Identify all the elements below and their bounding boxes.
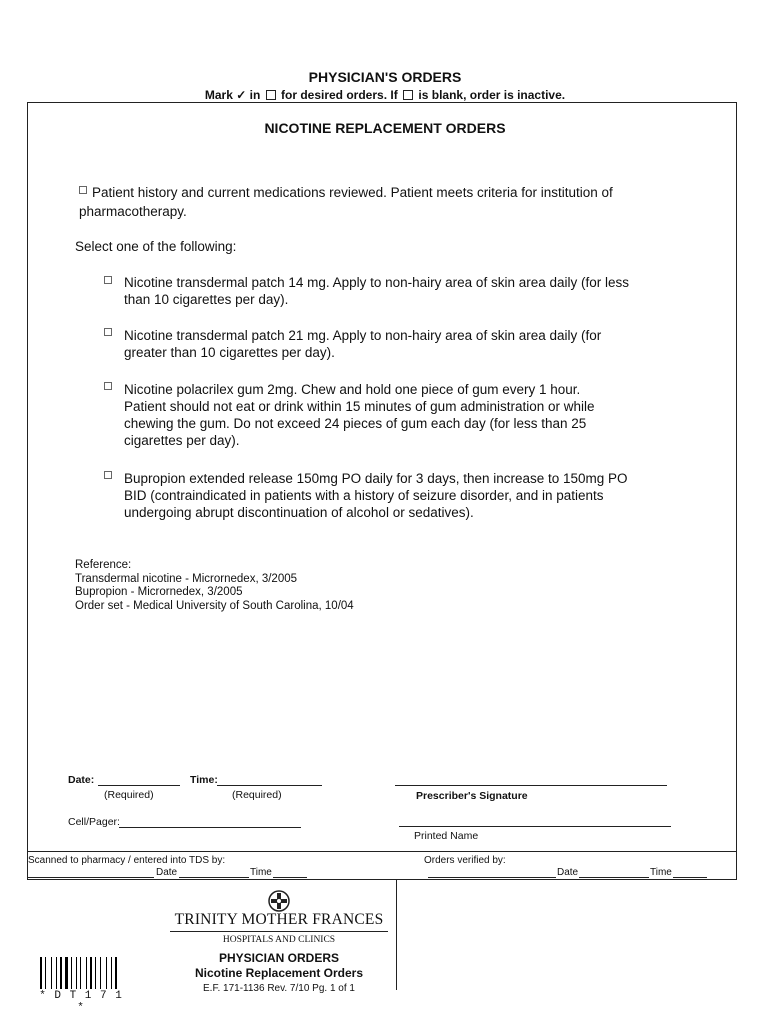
option-line: Patient should not eat or drink within 15 minutes of gum administration or while bbox=[124, 399, 595, 414]
verified-time-field[interactable] bbox=[673, 877, 707, 878]
option-line: undergoing abrupt discontinuation of alcohol or sedatives). bbox=[124, 505, 474, 520]
time-field[interactable] bbox=[217, 785, 322, 786]
form-id: E.F. 171-1136 Rev. 7/10 Pg. 1 of 1 bbox=[203, 983, 355, 994]
barcode-bar bbox=[65, 957, 68, 989]
time-label: Time: bbox=[190, 774, 218, 786]
verified-by-field[interactable] bbox=[428, 877, 556, 878]
option-text bbox=[124, 274, 629, 308]
instruction-end: is blank, order is inactive. bbox=[418, 88, 566, 102]
option-line: Nicotine polacrilex gum 2mg. Chew and hold one piece of gum every 1 hour. bbox=[124, 382, 581, 397]
barcode-bar bbox=[53, 957, 55, 989]
org-name: TRINITY MOTHER FRANCES bbox=[174, 911, 384, 928]
prescriber-label: Prescriber's Signature bbox=[416, 790, 528, 802]
cell-pager-label: Cell/Pager: bbox=[68, 816, 120, 828]
verified-time-label: Time bbox=[650, 867, 672, 878]
barcode-bar bbox=[118, 957, 119, 989]
barcode-bar bbox=[63, 957, 64, 989]
form-title: PHYSICIAN ORDERS bbox=[218, 951, 340, 965]
option-line: greater than 10 cigarettes per day). bbox=[124, 345, 335, 360]
barcode-bar bbox=[115, 957, 117, 989]
option-line: than 10 cigarettes per day). bbox=[124, 292, 289, 307]
footer-divider bbox=[396, 880, 397, 990]
page-title: PHYSICIAN'S ORDERS bbox=[308, 69, 462, 85]
option-text bbox=[124, 470, 628, 521]
barcode-bar bbox=[80, 957, 82, 989]
barcode-bar bbox=[111, 957, 112, 989]
option-line: chewing the gum. Do not exceed 24 pieces of gum each day (for less than 25 bbox=[124, 416, 587, 431]
time-required: (Required) bbox=[232, 789, 282, 801]
barcode-bar bbox=[88, 957, 89, 989]
intro-line-1: Patient history and current medications reviewed. Patient meets criteria for institution of bbox=[92, 185, 613, 200]
barcode-bar bbox=[97, 957, 99, 989]
option-checkbox[interactable] bbox=[104, 471, 112, 479]
verified-date-field[interactable] bbox=[579, 877, 649, 878]
scanned-label: Scanned to pharmacy / entered into TDS by: bbox=[28, 855, 226, 866]
barcode-bar bbox=[78, 957, 79, 989]
option-line: Bupropion extended release 150mg PO daily for 3 days, then increase to 150mg PO bbox=[124, 471, 628, 486]
barcode-bar bbox=[76, 957, 77, 989]
intro-line-2: pharmacotherapy. bbox=[79, 204, 187, 219]
barcode-bar bbox=[47, 957, 50, 989]
org-rule bbox=[170, 931, 388, 932]
barcode-bar bbox=[51, 957, 52, 989]
option-checkbox[interactable] bbox=[104, 328, 112, 336]
option-line: Nicotine transdermal patch 21 mg. Apply to non-hairy area of skin area daily (for bbox=[124, 328, 602, 343]
reference-item: Transdermal nicotine - Micrornedex, 3/2005 bbox=[75, 572, 298, 585]
barcode-bar bbox=[56, 957, 57, 989]
barcode-bar bbox=[102, 957, 105, 989]
verified-label: Orders verified by: bbox=[424, 855, 506, 866]
verified-date-label: Date bbox=[557, 867, 579, 878]
option-line: Nicotine transdermal patch 14 mg. Apply to non-hairy area of skin area daily (for less bbox=[124, 275, 629, 290]
option-line: cigarettes per day). bbox=[124, 433, 240, 448]
reference-item: Order set - Medical University of South Carolina, 10/04 bbox=[75, 599, 354, 612]
barcode-bar bbox=[100, 957, 101, 989]
instruction-in: in bbox=[249, 88, 261, 102]
barcode-bar bbox=[90, 957, 92, 989]
form-subtitle: Nicotine Replacement Orders bbox=[194, 966, 364, 980]
scanned-date-field[interactable] bbox=[179, 877, 249, 878]
scanned-date-label: Date bbox=[156, 867, 178, 878]
reference-block bbox=[75, 559, 354, 613]
barcode-icon bbox=[40, 957, 120, 989]
barcode-bar bbox=[108, 957, 110, 989]
barcode-bar bbox=[73, 957, 75, 989]
barcode-bar bbox=[93, 957, 94, 989]
option-text bbox=[124, 327, 601, 361]
barcode-bar bbox=[95, 957, 96, 989]
section-title: NICOTINE REPLACEMENT ORDERS bbox=[264, 120, 506, 136]
date-label: Date: bbox=[68, 774, 95, 786]
barcode-bar bbox=[82, 957, 85, 989]
barcode-bar bbox=[45, 957, 46, 989]
date-field[interactable] bbox=[98, 785, 180, 786]
scanned-time-label: Time bbox=[250, 867, 272, 878]
printed-name-label: Printed Name bbox=[414, 830, 479, 842]
barcode-bar bbox=[60, 957, 62, 989]
instruction-mark: Mark bbox=[204, 88, 233, 102]
checkbox-icon bbox=[403, 90, 413, 100]
reference-heading: Reference: bbox=[75, 559, 132, 571]
reference-item: Bupropion - Micrornedex, 3/2005 bbox=[75, 586, 243, 598]
barcode-text: * D T 1 7 1 * bbox=[39, 990, 123, 1014]
barcode-bar bbox=[58, 957, 59, 989]
cell-pager-field[interactable] bbox=[119, 827, 301, 828]
barcode-bar bbox=[86, 957, 87, 989]
barcode-bar bbox=[40, 957, 42, 989]
instruction-for: for desired orders. If bbox=[281, 88, 398, 102]
checkbox-icon bbox=[266, 90, 276, 100]
scanned-by-field[interactable] bbox=[28, 877, 154, 878]
prescriber-signature-field[interactable] bbox=[395, 785, 667, 786]
barcode-bar bbox=[71, 957, 72, 989]
barcode-bar bbox=[106, 957, 107, 989]
date-required: (Required) bbox=[104, 789, 154, 801]
barcode-bar bbox=[113, 957, 114, 989]
barcode-bar bbox=[69, 957, 70, 989]
hospital-logo-icon bbox=[268, 890, 290, 912]
option-checkbox[interactable] bbox=[104, 276, 112, 284]
intro-checkbox[interactable] bbox=[79, 186, 87, 194]
org-subname: HOSPITALS AND CLINICS bbox=[222, 935, 336, 945]
option-text bbox=[124, 381, 595, 449]
select-prompt: Select one of the following: bbox=[75, 239, 237, 254]
check-icon: ✓ bbox=[236, 88, 247, 102]
barcode-bar bbox=[43, 957, 44, 989]
option-checkbox[interactable] bbox=[104, 382, 112, 390]
printed-name-field[interactable] bbox=[399, 826, 671, 827]
instructions bbox=[0, 88, 770, 102]
scanned-time-field[interactable] bbox=[273, 877, 307, 878]
option-line: BID (contraindicated in patients with a history of seizure disorder, and in patients bbox=[124, 488, 604, 503]
